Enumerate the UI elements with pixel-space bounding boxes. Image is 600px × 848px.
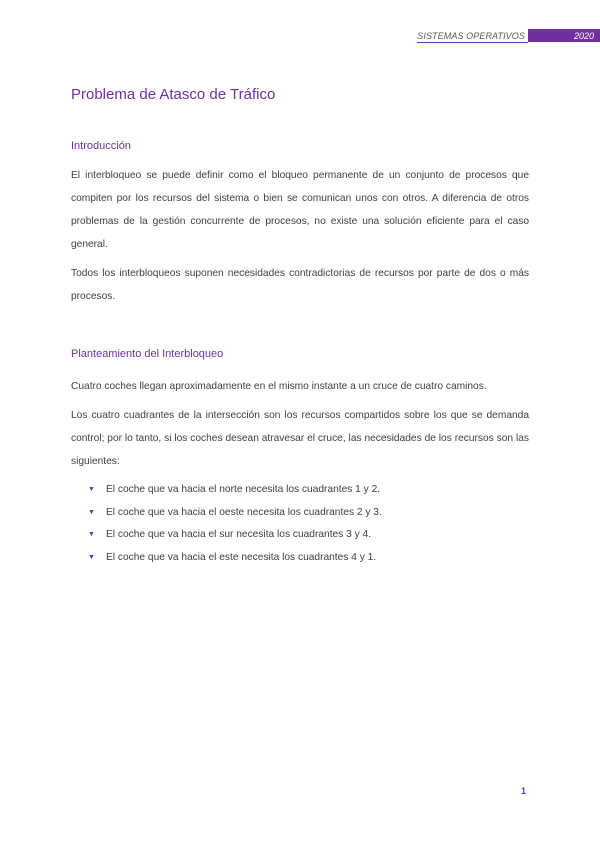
list-item bbox=[88, 502, 382, 525]
list-item-text: El coche que va hacia el sur necesita los cuadrantes 3 y 4. bbox=[106, 529, 372, 540]
paragraph: Los cuatro cuadrantes de la intersección son los recursos compartidos sobre los que se demanda control; por lo tanto, si los coches desean atravesar el cruce, las necesidades de los recursos son las siguientes: bbox=[71, 410, 529, 467]
header-year: 2020 bbox=[528, 29, 600, 42]
chevron-down-icon: ▼ bbox=[88, 553, 95, 561]
page-header bbox=[417, 29, 600, 42]
list-item-text: El coche que va hacia el este necesita los cuadrantes 4 y 1. bbox=[106, 551, 377, 563]
paragraph: El interbloqueo se puede definir como el bloqueo permanente de un conjunto de procesos que compiten por los recursos del sistema o bien se comunican unos con otros. A diferencia de otros problemas de la gestión concurrente de procesos, no existe una solución eficiente para el caso general. bbox=[71, 170, 529, 250]
paragraph: Cuatro coches llegan aproximadamente en el mismo instante a un cruce de cuatro caminos. bbox=[71, 381, 487, 392]
list-item-text: El coche que va hacia el oeste necesita los cuadrantes 2 y 3. bbox=[106, 506, 382, 518]
section-heading-introduccion: Introducción bbox=[71, 140, 131, 152]
page-number: 1 bbox=[521, 786, 527, 796]
header-course-title: SISTEMAS OPERATIVOS bbox=[417, 29, 528, 43]
list-item-text: El coche que va hacia el norte necesita los cuadrantes 1 y 2. bbox=[106, 484, 381, 495]
section-heading-planteamiento: Planteamiento del Interbloqueo bbox=[71, 348, 224, 360]
list-item bbox=[88, 547, 382, 570]
requirements-list bbox=[88, 479, 382, 569]
paragraph: Todos los interbloqueos suponen necesidades contradictorias de recursos por parte de dos o más procesos. bbox=[71, 268, 529, 302]
chevron-down-icon: ▼ bbox=[88, 486, 95, 493]
list-item bbox=[88, 479, 382, 502]
chevron-down-icon: ▼ bbox=[88, 508, 95, 516]
chevron-down-icon: ▼ bbox=[88, 531, 95, 538]
document-title: Problema de Atasco de Tráfico bbox=[71, 86, 276, 103]
list-item bbox=[88, 524, 382, 547]
